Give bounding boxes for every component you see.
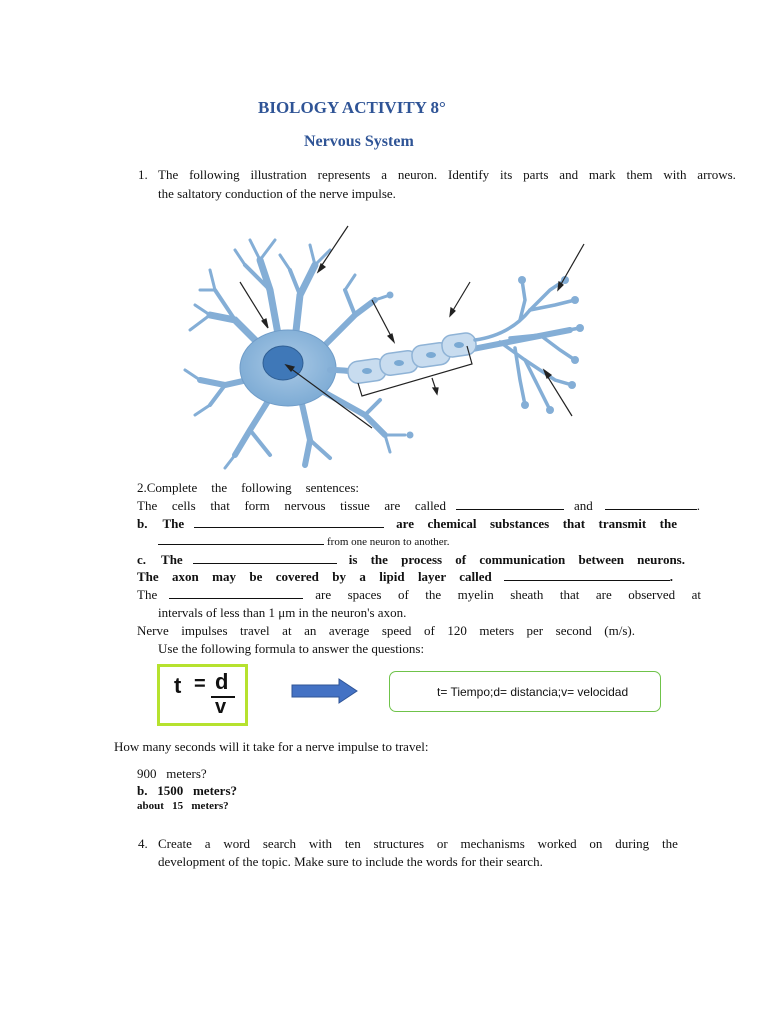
word: search — [262, 836, 297, 851]
q2-s1-end: . — [696, 498, 700, 513]
word: The — [158, 167, 179, 182]
q2-formula-instruction: Use the following formula to answer the questions: — [158, 641, 425, 656]
q2-sentence1 — [137, 497, 700, 515]
q2-s2-post: are chemical substances that transmit the — [396, 516, 677, 531]
formula-equals: = — [194, 673, 206, 695]
q2-sentence5 — [137, 586, 701, 604]
nucleus — [263, 346, 303, 380]
q2-speed-fact: Nerve impulses travel at an average speed of 120 meters per second (m/s). — [137, 623, 635, 638]
blank-nodes-ranvier[interactable] — [169, 586, 303, 599]
word: arrows. — [697, 167, 736, 182]
word: during — [615, 836, 650, 851]
word: following — [189, 167, 240, 182]
q3-item-15: about 15 meters? — [137, 800, 229, 812]
page-subtitle: Nervous System — [304, 133, 414, 150]
q1-text-line2: the saltatory conduction of the nerve impulse. — [158, 186, 396, 201]
word: word — [223, 836, 251, 851]
word: with — [663, 167, 687, 182]
formula-legend: t= Tiempo;d= distancia;v= velocidad — [437, 685, 629, 699]
q2-sentence3 — [137, 551, 685, 569]
q2-s1-text: The cells that form nervous tissue are called — [137, 498, 446, 513]
q3-item-1500: b. 1500 meters? — [137, 783, 238, 798]
word: illustration — [250, 167, 307, 182]
neuron-illustration — [180, 220, 600, 470]
word: Identify — [448, 167, 490, 182]
q2-s5-post: are spaces of the myelin sheath that are observed at — [315, 587, 701, 602]
blank-cell-type-1[interactable] — [456, 497, 564, 510]
q2-s1-and: and — [573, 498, 593, 513]
formula-t: t — [174, 673, 182, 698]
word: mechanisms — [460, 836, 525, 851]
q2-s5-prefix: The — [137, 587, 158, 602]
word: worked — [537, 836, 577, 851]
word: or — [436, 836, 448, 851]
q2-sentence2 — [137, 515, 677, 533]
page-title: BIOLOGY ACTIVITY 8° — [258, 98, 446, 117]
word: neuron. — [397, 167, 438, 182]
formula-box — [157, 664, 248, 726]
word: and — [559, 167, 579, 182]
word: the — [662, 836, 678, 851]
blank-cell-type-2[interactable] — [605, 497, 697, 510]
word: them — [626, 167, 653, 182]
q2-s4-end: . — [669, 569, 673, 584]
myelin-sheath — [347, 332, 478, 385]
q2-s2-cont: from one neuron to another. — [327, 536, 450, 548]
q2-sentence5-cont: intervals of less than 1 μm in the neuron's axon. — [158, 605, 407, 620]
q4-text-line2: development of the topic. Make sure to include the words for their search. — [158, 854, 543, 869]
right-arrow-icon — [291, 678, 359, 704]
blank-neurotransmitters[interactable] — [194, 515, 384, 528]
q2-s4-text: The axon may be covered by a lipid layer called — [137, 569, 492, 584]
q2-sentence4 — [137, 568, 673, 586]
blank-synapse[interactable] — [193, 551, 337, 564]
word: with — [308, 836, 332, 851]
q1-number: 1. — [138, 167, 148, 182]
formula-legend-box — [389, 671, 661, 712]
q2-s3-prefix: c. The — [137, 552, 183, 567]
word: parts — [523, 167, 549, 182]
q2-s2-prefix: b. The — [137, 516, 185, 531]
q2-sentence2-cont — [158, 534, 450, 548]
q2-intro: 2.Complete the following sentences: — [137, 480, 359, 495]
formula-denominator: v — [215, 696, 227, 718]
word: a — [204, 836, 211, 851]
word: structures — [373, 836, 425, 851]
word: represents — [317, 167, 371, 182]
word: on — [589, 836, 603, 851]
blank-myelin[interactable] — [504, 568, 670, 581]
q1-text-line1 — [158, 166, 736, 184]
word: Create — [158, 836, 192, 851]
q4-number: 4. — [138, 836, 148, 851]
q3-question: How many seconds will it take for a nerve impulse to travel: — [114, 739, 429, 754]
word: its — [500, 167, 513, 182]
q3-item-900: 900 meters? — [137, 766, 207, 781]
q4-text-line1 — [158, 835, 678, 853]
word: ten — [344, 836, 361, 851]
blank-nerve-impulse[interactable] — [158, 534, 324, 545]
formula-numerator: d — [215, 669, 229, 694]
word: mark — [588, 167, 616, 182]
word: a — [381, 167, 387, 182]
q2-s3-post: is the process of communication between neurons. — [348, 552, 685, 567]
